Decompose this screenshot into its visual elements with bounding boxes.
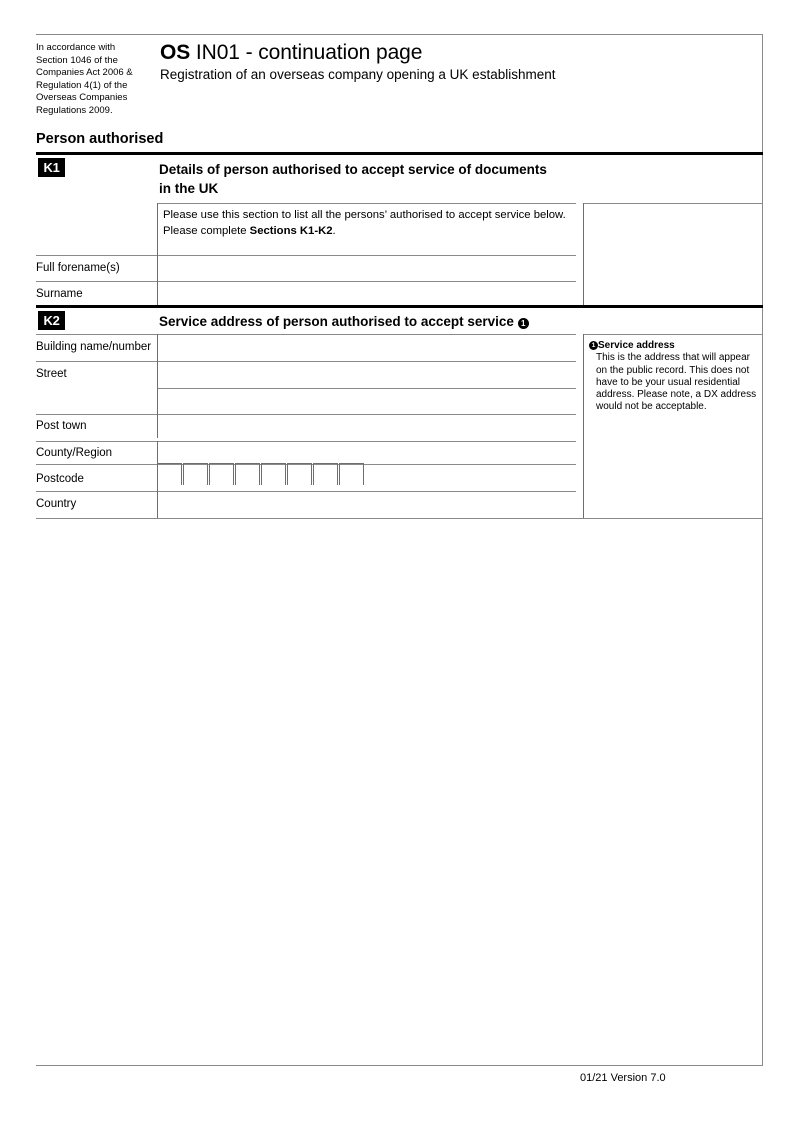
page-section-heading: Person authorised xyxy=(36,131,164,147)
k1-side-box-top-rule xyxy=(583,203,763,204)
k1-instruction-bold: Sections K1-K2 xyxy=(249,224,333,237)
page-frame-top-border xyxy=(36,34,763,35)
input-street-line-2[interactable] xyxy=(160,391,574,411)
input-postcode-char-2[interactable] xyxy=(183,463,208,485)
section-badge-k1: K1 xyxy=(38,158,65,177)
input-full-forenames[interactable] xyxy=(160,258,574,278)
note-title: Service address xyxy=(598,340,675,351)
form-title xyxy=(160,40,760,65)
legal-accordance-note: In accordance with Section 1046 of the Companies Act 2006 & Regulation 4(1) of the Overseas Companies Regulations 2009. xyxy=(36,42,133,116)
input-postcode-char-3[interactable] xyxy=(209,463,234,485)
k1-surname-row-top-rule xyxy=(36,281,576,282)
input-street-line-1[interactable] xyxy=(160,364,574,385)
k2-county-field-divider xyxy=(157,441,158,464)
k1-section-top-rule xyxy=(36,152,763,155)
k2-title-text: Service address of person authorised to accept service xyxy=(159,314,514,329)
note-footnote-marker-icon: 1 xyxy=(589,341,598,350)
k1-title-line2: in the UK xyxy=(159,181,219,196)
form-subtitle: Registration of an overseas company opening a UK establishment xyxy=(160,67,556,82)
k2-county-row-top-rule xyxy=(36,441,576,442)
k1-instruction-box-top-rule xyxy=(157,203,576,204)
k2-note-box-top-rule xyxy=(583,334,763,335)
k2-country-field-divider xyxy=(157,491,158,518)
label-post-town: Post town xyxy=(36,420,87,432)
k1-surname-field-divider xyxy=(157,281,158,305)
k1-forename-field-divider xyxy=(157,255,158,281)
label-postcode: Postcode xyxy=(36,473,84,485)
k2-building-field-divider xyxy=(157,334,158,361)
k1-side-box-left-divider xyxy=(583,203,584,305)
page-footer-version: 01/21 Version 7.0 xyxy=(580,1072,666,1084)
input-surname[interactable] xyxy=(160,284,574,303)
input-building-name-number[interactable] xyxy=(160,337,574,358)
input-postcode-char-6[interactable] xyxy=(287,463,312,485)
label-full-forenames: Full forename(s) xyxy=(36,262,120,274)
k1-forename-row-top-rule xyxy=(36,255,576,256)
page-frame-right-border xyxy=(762,34,763,1065)
input-county-region[interactable] xyxy=(160,444,574,462)
page-frame-bottom-border xyxy=(36,1065,763,1066)
k1-instruction-text xyxy=(163,208,575,239)
input-country[interactable] xyxy=(160,494,574,515)
label-surname: Surname xyxy=(36,288,83,300)
k2-street-row-top-rule xyxy=(36,361,576,362)
k2-post-town-field-divider xyxy=(157,414,158,438)
footnote-marker-icon: 1 xyxy=(518,318,529,329)
k2-section-top-rule xyxy=(36,305,763,308)
input-postcode-char-8[interactable] xyxy=(339,463,364,485)
label-street: Street xyxy=(36,368,67,380)
k2-section-title xyxy=(159,312,579,331)
k2-street-field-divider xyxy=(157,361,158,388)
input-post-town[interactable] xyxy=(160,417,574,436)
form-title-rest: IN01 - continuation page xyxy=(190,41,423,64)
k1-instruction-part3: . xyxy=(332,224,336,237)
label-country: Country xyxy=(36,498,77,510)
form-code: OS xyxy=(160,41,191,64)
k1-section-title xyxy=(159,160,589,198)
section-badge-k2: K2 xyxy=(38,311,65,330)
k1-instruction-box-left-divider xyxy=(157,203,158,255)
k1-title-line1: Details of person authorised to accept service of documents xyxy=(159,162,547,177)
k2-country-row-top-rule xyxy=(36,491,576,492)
k2-section-bottom-rule xyxy=(36,518,763,519)
input-postcode-char-4[interactable] xyxy=(235,463,260,485)
k2-building-row-top-rule xyxy=(36,334,576,335)
form-title-block xyxy=(160,40,760,84)
input-postcode-char-5[interactable] xyxy=(261,463,286,485)
k2-street-line2-field-divider xyxy=(157,388,158,414)
label-building-name-number: Building name/number xyxy=(36,341,152,353)
k2-note-box-left-divider xyxy=(583,334,584,518)
label-county-region: County/Region xyxy=(36,447,113,459)
input-postcode-char-1[interactable] xyxy=(157,463,182,485)
k2-post-town-row-top-rule xyxy=(36,414,576,415)
k2-street-line2-top-rule xyxy=(157,388,576,389)
input-postcode-char-7[interactable] xyxy=(313,463,338,485)
k1-instruction-part1: Please use this section to list all the persons’ authorised to accept service below. Please complete xyxy=(163,209,566,237)
note-body: This is the address that will appear on the public record. This does not have to be your usual residential address. Please note, a DX address would not be acceptable. xyxy=(596,352,757,413)
service-address-note xyxy=(589,340,757,414)
